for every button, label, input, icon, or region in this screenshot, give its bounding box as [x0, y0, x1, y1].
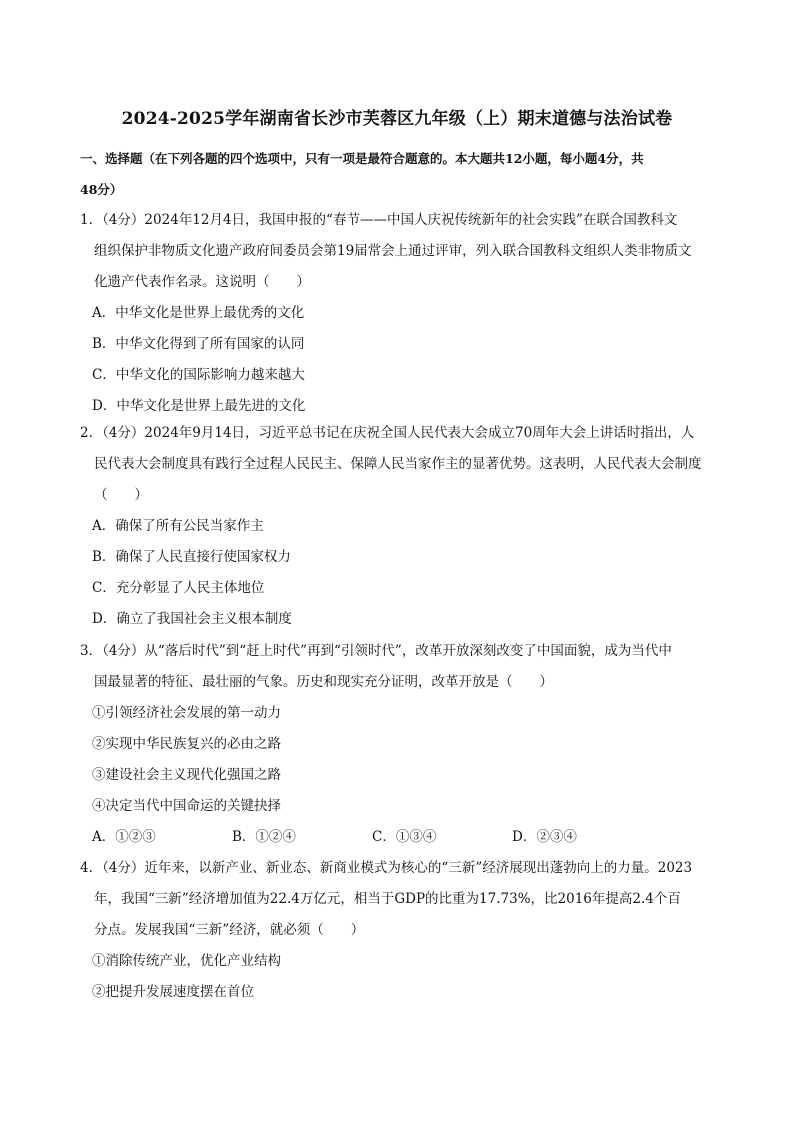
question-text-line: 分点。发展我国“三新”经济，就必须（ ） [94, 922, 365, 938]
option-d: D．②③④ [512, 829, 577, 845]
option-d: D．确立了我国社会主义根本制度 [92, 611, 292, 627]
option-b: B．①②④ [232, 829, 296, 845]
option-d: D．中华文化是世界上最先进的文化 [92, 398, 306, 414]
section-heading-line: 一、选择题（在下列各题的四个选项中，只有一项是最符合题意的。本大题共12小题，每小题4分，共 [80, 151, 644, 166]
section-heading-line: 48分） [80, 182, 123, 197]
statement-2: ②实现中华民族复兴的必由之路 [92, 736, 281, 752]
question-text-line: 3．（4分）从“落后时代”到“赶上时代”再到“引领时代”，改革开放深刻改变了中国面貌，成为当代中 [80, 643, 672, 659]
statement-1: ①引领经济社会发展的第一动力 [92, 705, 281, 721]
statement-3: ③建设社会主义现代化强国之路 [92, 767, 281, 783]
option-c: C．中华文化的国际影响力越来越大 [92, 367, 305, 383]
question-3 [80, 636, 725, 853]
statement-4: ④决定当代中国命运的关键抉择 [92, 798, 281, 814]
option-a: A．中华文化是世界上最优秀的文化 [92, 305, 305, 321]
question-text-line: 2．（4分）2024年9月14日，习近平总书记在庆祝全国人民代表大会成立70周年大会上讲话时指出，人 [80, 425, 695, 441]
question-text-line: 化遗产代表作名录。这说明（ ） [94, 274, 310, 290]
question-1 [80, 205, 725, 422]
question-text-line: 国最显著的特征、最壮丽的气象。历史和现实充分证明，改革开放是（ ） [94, 674, 553, 690]
question-4 [80, 853, 725, 1008]
option-b: B．中华文化得到了所有国家的认同 [92, 336, 305, 352]
question-text-line: 民代表大会制度具有践行全过程人民民主、保障人民当家作主的显著优势。这表明，人民代表大会制度 [94, 456, 702, 472]
section-heading [80, 143, 720, 205]
statement-1: ①消除传统产业，优化产业结构 [92, 953, 281, 969]
option-c: C．①③④ [372, 829, 437, 845]
question-2 [80, 418, 725, 635]
option-a: A．①②③ [92, 829, 156, 845]
question-text-line: （ ） [94, 487, 148, 503]
question-text-line: 4．（4分）近年来，以新产业、新业态、新商业模式为核心的“三新”经济展现出蓬勃向上的力量。2023 [80, 860, 693, 876]
page-title: 2024-2025学年湖南省长沙市芙蓉区九年级（上）期末道德与法治试卷 [121, 109, 673, 129]
statement-2: ②把提升发展速度摆在首位 [92, 984, 254, 1000]
question-text-line: 组织保护非物质文化遗产政府间委员会第19届常会上通过评审，列入联合国教科文组织人类非物质文 [94, 243, 692, 259]
options-row [80, 822, 725, 853]
option-a: A．确保了所有公民当家作主 [92, 518, 264, 534]
option-c: C．充分彰显了人民主体地位 [92, 580, 265, 596]
question-text-line: 1．（4分）2024年12月4日，我国申报的“春节——中国人庆祝传统新年的社会实践”在联合国教科文 [80, 212, 678, 228]
option-b: B．确保了人民直接行使国家权力 [92, 549, 291, 565]
question-text-line: 年，我国“三新”经济增加值为22.4万亿元，相当于GDP的比重为17.73%，比2016年提高2.4个百 [94, 891, 681, 907]
